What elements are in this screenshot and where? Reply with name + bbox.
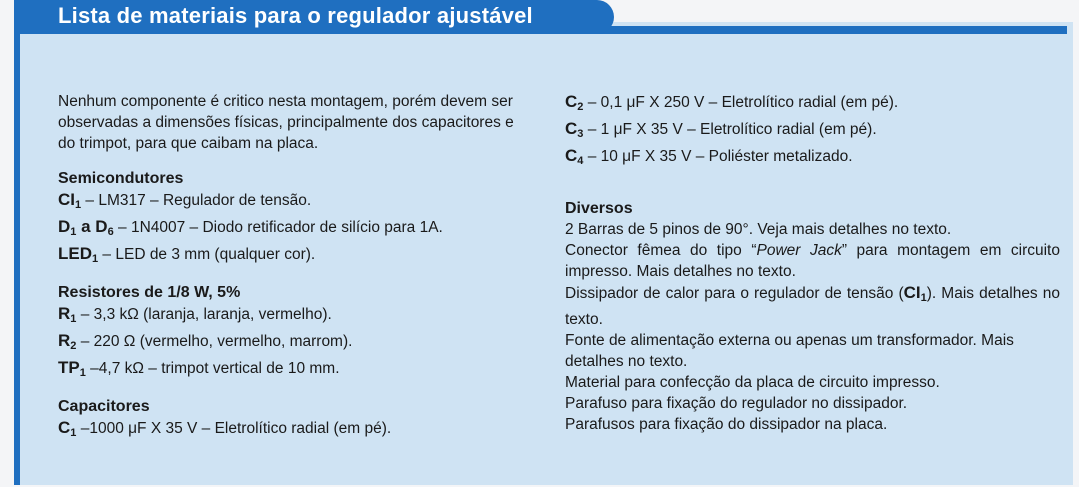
list-item: $D_1$ a $D_6 - 1N4007$ – Diodo retificador de silício para 1A. bbox=[58, 217, 443, 238]
diversos-heading: Diversos bbox=[565, 200, 633, 217]
capacitores-heading: Capacitores bbox=[58, 398, 150, 415]
list-item: $C_1$ –1000 μF X 35 V – Eletrolítico radial (em pé). bbox=[58, 418, 392, 439]
right-column bbox=[565, 91, 1060, 435]
semicondutores-heading: Semicondutores bbox=[58, 170, 184, 187]
intro-text: Nenhum componente é critico nesta montagem, porém devem ser observadas a dimensões físicas, principalmente dos capacitores e do trimpot, para que caibam na placa. bbox=[58, 93, 514, 152]
left-column bbox=[58, 91, 528, 444]
list-item: $C_2 - 0,1$ μF X 250 V – Eletrolítico radial (em pé). bbox=[565, 92, 899, 113]
list-item: $C_4 - 10$ μF X 35 V – Poliéster metalizado. bbox=[565, 146, 853, 167]
list-item: Parafusos para fixação do dissipador na placa. bbox=[565, 416, 888, 433]
page-title: Lista de materiais para o regulador ajustável bbox=[58, 3, 533, 28]
list-item: $LED_1$ – LED de 3 mm (qualquer cor). bbox=[58, 244, 316, 265]
resistores-heading: Resistores de 1/8 W, 5% bbox=[58, 284, 241, 301]
list-item: 2 Barras de 5 pinos de 90°. Veja mais detalhes no texto. bbox=[565, 221, 952, 238]
list-item: $CI_1 - LM317$ – Regulador de tensão. bbox=[58, 190, 312, 211]
list-item: $TP_1$ –4,7 kΩ – trimpot vertical de 10 mm. bbox=[58, 358, 340, 379]
list-item: $C_3 - 1$ μF X 35 V – Eletrolítico radial (em pé). bbox=[565, 119, 877, 140]
list-item: $R_1 - 3,3$ kΩ (laranja, laranja, vermelho). bbox=[58, 304, 332, 325]
list-item: Fonte de alimentação externa ou apenas um transformador. Mais detalhes no texto. bbox=[565, 332, 1014, 370]
list-item: Conector fêmea do tipo “Power Jack” para montagem em circuito impresso. Mais detalhes no texto. bbox=[565, 242, 1060, 280]
list-item: Dissipador de calor para o regulador de tensão $(CI_1)$. Mais detalhes no texto. bbox=[565, 283, 1060, 328]
list-item: Parafuso para fixação do regulador no dissipador. bbox=[565, 395, 908, 412]
header-bar bbox=[14, 0, 1067, 34]
list-item: Material para confecção da placa de circuito impresso. bbox=[565, 374, 940, 391]
list-item: $R_2 - 220$ Ω (vermelho, vermelho, marrom). bbox=[58, 331, 353, 352]
